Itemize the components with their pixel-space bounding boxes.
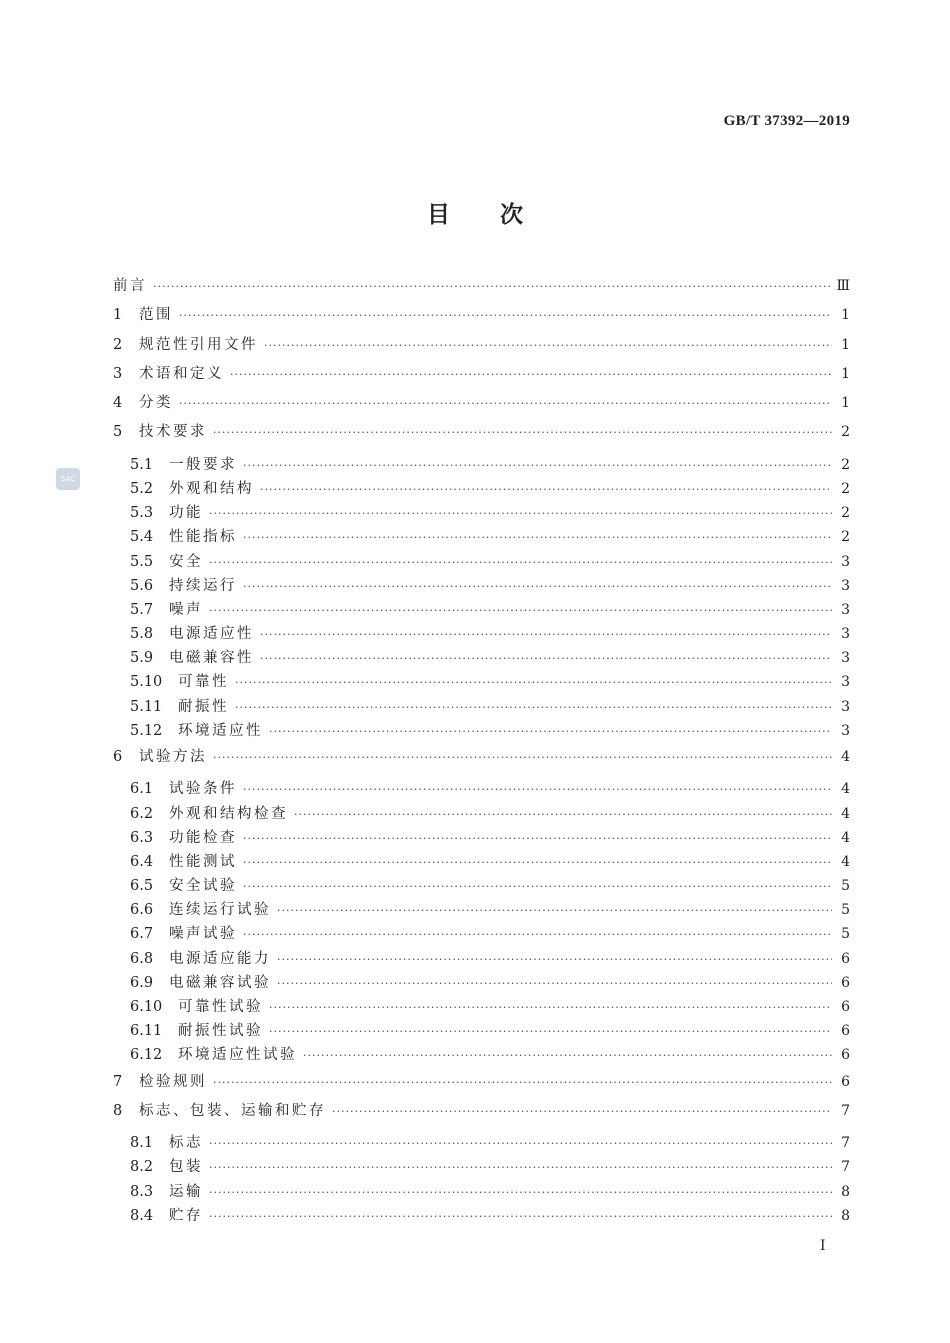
toc-entry[interactable] (113, 525, 850, 549)
toc-entry-number: 8.2 (130, 1159, 154, 1176)
toc-entry-title: 耐振性试验 (178, 1023, 263, 1040)
toc-entry-page: 5 (841, 926, 850, 943)
toc-entry[interactable] (113, 1068, 850, 1097)
toc-entry-page: 7 (841, 1159, 850, 1176)
toc-entry[interactable] (113, 622, 850, 646)
toc-entry-page: 2 (841, 505, 850, 522)
toc-entry[interactable] (113, 301, 850, 330)
toc-entry-title: 性能指标 (169, 529, 237, 546)
toc-entry-page: 3 (841, 577, 850, 594)
toc-entry[interactable] (113, 971, 850, 995)
toc-entry[interactable] (113, 598, 850, 622)
toc-entry-page: 2 (841, 424, 850, 441)
toc-entry[interactable] (113, 1204, 850, 1228)
toc-entry-page: 5 (841, 902, 850, 919)
table-of-contents (113, 272, 850, 1228)
toc-entry-number: 6.2 (130, 805, 154, 822)
toc-entry-title: 功能 (169, 505, 203, 522)
toc-entry-title: 技术要求 (139, 424, 207, 441)
toc-entry-number: 5.2 (130, 480, 154, 497)
toc-entry[interactable] (113, 802, 850, 826)
toc-entry-number: 8.4 (130, 1207, 154, 1224)
toc-entry[interactable] (113, 418, 850, 447)
toc-entry-title: 可靠性 (178, 674, 229, 691)
toc-leader-dots (260, 478, 832, 502)
toc-entry-number: 6.11 (130, 1023, 163, 1040)
toc-leader-dots (179, 301, 832, 330)
toc-entry-number: 5.9 (130, 650, 154, 667)
toc-entry-title: 电源适应性 (169, 626, 254, 643)
toc-entry[interactable] (113, 550, 850, 574)
toc-entry[interactable] (113, 389, 850, 418)
toc-leader-dots (209, 551, 832, 575)
toc-entry-page: 4 (841, 781, 850, 798)
toc-entry[interactable] (113, 874, 850, 898)
toc-entry-number: 5.12 (130, 722, 163, 739)
toc-leader-dots (230, 360, 832, 389)
toc-entry-number: 5.7 (130, 601, 154, 618)
toc-leader-dots (213, 418, 832, 447)
toc-entry-page: 1 (841, 395, 850, 412)
toc-leader-dots (209, 1132, 832, 1156)
standard-number: GB/T 37392—2019 (723, 113, 850, 129)
toc-entry-title: 标志、包装、运输和贮存 (139, 1102, 326, 1119)
toc-title: 目次 (427, 201, 573, 228)
toc-entry[interactable] (113, 272, 850, 301)
toc-entry-page: 6 (841, 950, 850, 967)
toc-leader-dots (209, 1205, 832, 1229)
toc-entry[interactable] (113, 670, 850, 694)
toc-entry-number: 5.8 (130, 626, 154, 643)
toc-leader-dots (294, 803, 832, 827)
toc-entry-page: 6 (841, 1023, 850, 1040)
watermark-logo-icon: SAC (56, 468, 80, 490)
toc-leader-dots (235, 671, 832, 695)
toc-entry-number: 8.1 (130, 1135, 154, 1152)
toc-leader-dots (235, 696, 832, 720)
toc-leader-dots (269, 996, 832, 1020)
toc-leader-dots (277, 899, 832, 923)
toc-entry[interactable] (113, 501, 850, 525)
toc-entry-number: 6.1 (130, 781, 154, 798)
toc-entry-page: 3 (841, 698, 850, 715)
toc-entry[interactable] (113, 947, 850, 971)
toc-leader-dots (179, 389, 832, 418)
toc-entry-title: 电磁兼容试验 (169, 974, 271, 991)
toc-entry-number: 4 (113, 395, 123, 412)
toc-entry-page: 5 (841, 878, 850, 895)
toc-entry-page: 4 (841, 805, 850, 822)
toc-entry-title: 范围 (139, 307, 173, 324)
toc-entry-number: 2 (113, 336, 123, 353)
toc-entry[interactable] (113, 1131, 850, 1155)
toc-leader-dots (209, 1181, 832, 1205)
toc-leader-dots (260, 623, 832, 647)
toc-entry-number: 5.6 (130, 577, 154, 594)
toc-entry-title: 环境适应性试验 (178, 1047, 297, 1064)
toc-entry[interactable] (113, 453, 850, 477)
toc-entry-page: 6 (841, 1073, 850, 1090)
toc-entry-number: 6.5 (130, 878, 154, 895)
toc-entry[interactable] (113, 1180, 850, 1204)
toc-leader-dots (243, 875, 832, 899)
toc-entry-page: 4 (841, 853, 850, 870)
toc-leader-dots (332, 1097, 832, 1126)
toc-leader-dots (260, 647, 832, 671)
toc-entry-page: 1 (841, 307, 850, 324)
toc-entry-page: 2 (841, 529, 850, 546)
toc-entry-number: 7 (113, 1073, 123, 1090)
toc-entry[interactable] (113, 898, 850, 922)
toc-entry[interactable] (113, 695, 850, 719)
toc-entry-number: 5.3 (130, 505, 154, 522)
toc-entry[interactable] (113, 1155, 850, 1179)
toc-entry-title: 外观和结构检查 (169, 805, 288, 822)
toc-entry-title: 性能测试 (169, 853, 237, 870)
toc-entry-title: 电磁兼容性 (169, 650, 254, 667)
toc-entry[interactable] (113, 719, 850, 743)
toc-entry-title: 安全 (169, 553, 203, 570)
toc-entry[interactable] (113, 1019, 850, 1043)
toc-entry-number: 6 (113, 749, 123, 766)
toc-entry-title: 贮存 (169, 1207, 203, 1224)
toc-entry-title: 运输 (169, 1183, 203, 1200)
toc-entry[interactable] (113, 646, 850, 670)
page-folio: Ⅰ (820, 1238, 826, 1254)
toc-leader-dots (243, 851, 832, 875)
toc-entry-title: 外观和结构 (169, 480, 254, 497)
toc-entry[interactable] (113, 743, 850, 772)
toc-leader-dots (243, 575, 832, 599)
toc-entry-page: 8 (841, 1207, 850, 1224)
toc-leader-dots (303, 1044, 832, 1068)
toc-entry[interactable] (113, 922, 850, 946)
toc-entry-page: 1 (841, 365, 850, 382)
toc-entry-number: 5 (113, 424, 123, 441)
toc-entry-title: 可靠性试验 (178, 999, 263, 1016)
toc-entry-number: 8 (113, 1102, 123, 1119)
toc-entry-title: 电源适应能力 (169, 950, 271, 967)
toc-leader-dots (213, 743, 832, 772)
toc-entry[interactable] (113, 1097, 850, 1126)
toc-leader-dots (209, 502, 832, 526)
toc-entry[interactable] (113, 477, 850, 501)
toc-entry-page: 6 (841, 999, 850, 1016)
toc-entry-title: 耐振性 (178, 698, 229, 715)
toc-leader-dots (243, 827, 832, 851)
toc-entry-page: 4 (841, 829, 850, 846)
toc-entry-number: 5.11 (130, 698, 163, 715)
toc-entry-page: 3 (841, 626, 850, 643)
toc-entry-number: 1 (113, 307, 123, 324)
toc-entry-page: 3 (841, 674, 850, 691)
toc-entry[interactable] (113, 331, 850, 360)
toc-entry-number: 5.10 (130, 674, 163, 691)
toc-entry[interactable] (113, 850, 850, 874)
toc-entry-page: 4 (841, 749, 850, 766)
toc-leader-dots (277, 972, 832, 996)
toc-entry-number: 6.3 (130, 829, 154, 846)
toc-entry-title: 规范性引用文件 (139, 336, 258, 353)
toc-entry-number: 6.12 (130, 1047, 163, 1064)
toc-entry-title: 试验方法 (139, 749, 207, 766)
toc-entry-title: 噪声 (169, 601, 203, 618)
toc-entry-number: 6.7 (130, 926, 154, 943)
toc-leader-dots (277, 948, 832, 972)
toc-entry[interactable] (113, 1043, 850, 1067)
toc-entry-page: 6 (841, 974, 850, 991)
toc-entry-page: 6 (841, 1047, 850, 1064)
toc-entry[interactable] (113, 995, 850, 1019)
toc-entry-number: 3 (113, 365, 123, 382)
toc-entry-page: 3 (841, 722, 850, 739)
toc-entry-title: 安全试验 (169, 878, 237, 895)
toc-entry-number: 6.8 (130, 950, 154, 967)
toc-leader-dots (243, 778, 832, 802)
toc-entry[interactable] (113, 574, 850, 598)
toc-entry-page: 3 (841, 553, 850, 570)
toc-entry-page: 3 (841, 601, 850, 618)
toc-entry-page: 7 (841, 1135, 850, 1152)
toc-entry-page: 1 (841, 336, 850, 353)
toc-entry-title: 试验条件 (169, 781, 237, 798)
toc-entry-page: 7 (841, 1102, 850, 1119)
toc-entry-title: 连续运行试验 (169, 902, 271, 919)
toc-leader-dots (209, 599, 832, 623)
toc-entry-title: 一般要求 (169, 456, 237, 473)
toc-leader-dots (243, 923, 832, 947)
toc-entry-page: 8 (841, 1183, 850, 1200)
toc-entry-title: 标志 (169, 1135, 203, 1152)
toc-leader-dots (209, 1156, 832, 1180)
toc-entry-number: 6.4 (130, 853, 154, 870)
toc-entry-title: 分类 (139, 395, 173, 412)
toc-entry-title: 术语和定义 (139, 365, 224, 382)
toc-entry-number: 5.4 (130, 529, 154, 546)
toc-entry[interactable] (113, 777, 850, 801)
toc-entry-title: 持续运行 (169, 577, 237, 594)
toc-entry[interactable] (113, 360, 850, 389)
toc-leader-dots (243, 526, 832, 550)
toc-leader-dots (269, 1020, 832, 1044)
toc-leader-dots (269, 720, 832, 744)
toc-entry-number: 5.5 (130, 553, 154, 570)
toc-leader-dots (243, 454, 832, 478)
toc-entry-page: 2 (841, 456, 850, 473)
toc-entry-title: 功能检查 (169, 829, 237, 846)
toc-entry-number: 6.10 (130, 999, 163, 1016)
toc-entry-number: 8.3 (130, 1183, 154, 1200)
toc-entry-number: 6.6 (130, 902, 154, 919)
toc-entry-title: 包装 (169, 1159, 203, 1176)
toc-leader-dots (213, 1068, 832, 1097)
toc-entry-number: 5.1 (130, 456, 154, 473)
toc-entry-page: 3 (841, 650, 850, 667)
toc-entry-title: 环境适应性 (178, 722, 263, 739)
toc-entry-page: 2 (841, 480, 850, 497)
toc-leader-dots (153, 272, 832, 301)
toc-entry-number: 6.9 (130, 974, 154, 991)
toc-entry[interactable] (113, 826, 850, 850)
toc-leader-dots (264, 331, 832, 360)
toc-entry-page: Ⅲ (836, 278, 850, 294)
toc-entry-title: 噪声试验 (169, 926, 237, 943)
toc-entry-title: 检验规则 (139, 1073, 207, 1090)
toc-entry-title: 前言 (113, 278, 147, 294)
